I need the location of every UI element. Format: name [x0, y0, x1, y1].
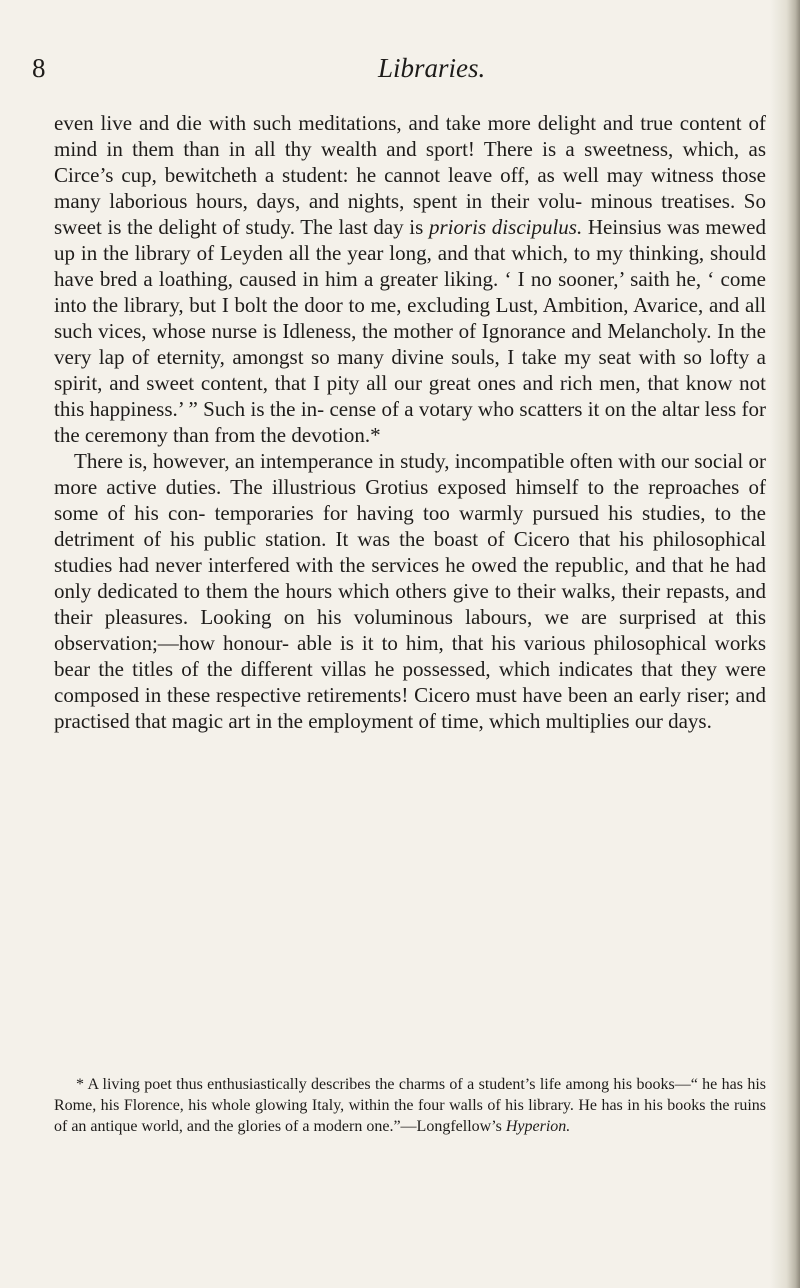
footnote-marker: * — [76, 1076, 84, 1093]
footnote — [54, 1074, 766, 1137]
footnote-text: A living poet thus enthusiastically describes the charms of a student’s life among his books—“ he has his Rome, his Florence, his whole glowing Italy, within the four walls of his library. He has in his books the ruins of an antique world, and the glories of a modern one.”—Longfellow’s — [54, 1076, 766, 1135]
paragraph-2: There is, however, an intemperance in study, incompatible often with our social or more active duties. The illustrious Grotius exposed himself to the reproaches of some of his con- temporaries for having too warmly pursued his studies, to the detriment of his public station. It was the boast of Cicero that his philosophical studies had never interfered with the services he owed the republic, and that he had only dedicated to them the hours which others give to their walks, their repasts, and their pleasures. Looking on his voluminous labours, we are surprised at this observation;—how honour- able is it to him, that his various philosophical works bear the titles of the different villas he possessed, which indicates that they were composed in these respective retirements! Cicero must have been an early riser; and practised that magic art in the employment of time, which multiplies our days. — [54, 449, 766, 733]
page-number: 8 — [32, 53, 46, 83]
paragraph-1-text-a: even live and die with such meditations, and take more delight and true content of mind in them than in all thy wealth and sport! There is a sweetness, which, as Circe’s cup, bewitcheth a student: he cannot leave off, as well may witness those many laborious hours, days, and nights, spent in their volu- minous treatises. So sweet is the delight of study. The last day is — [54, 111, 766, 239]
paragraph-1 — [54, 110, 766, 448]
paragraph-1-text-b: Heinsius was mewed up in the library of Leyden all the year long, and that which, to my thinking, should have bred a loathing, caused in him a greater liking. ‘ I no sooner,’ saith he, ‘ come into the library, but I bolt the door to me, excluding Lust, Ambition, Avarice, and all such vices, whose nurse is Idleness, the mother of Ignorance and Melancholy. In the very lap of eternity, amongst so many divine souls, I take my seat with so lofty a spirit, and sweet content, that I pity all our great ones and rich men, that know not this happiness.’ ” Such is the in- cense of a votary who scatters it on the altar less for the ceremony than from the devotion.* — [54, 215, 766, 447]
footnote-italic: Hyperion. — [505, 1118, 571, 1135]
running-head: Libraries. — [378, 53, 486, 83]
page-header — [30, 52, 770, 92]
paragraph-1-italic: prioris discipulus. — [428, 215, 583, 239]
main-text — [54, 110, 766, 734]
page-edge — [770, 0, 800, 1288]
